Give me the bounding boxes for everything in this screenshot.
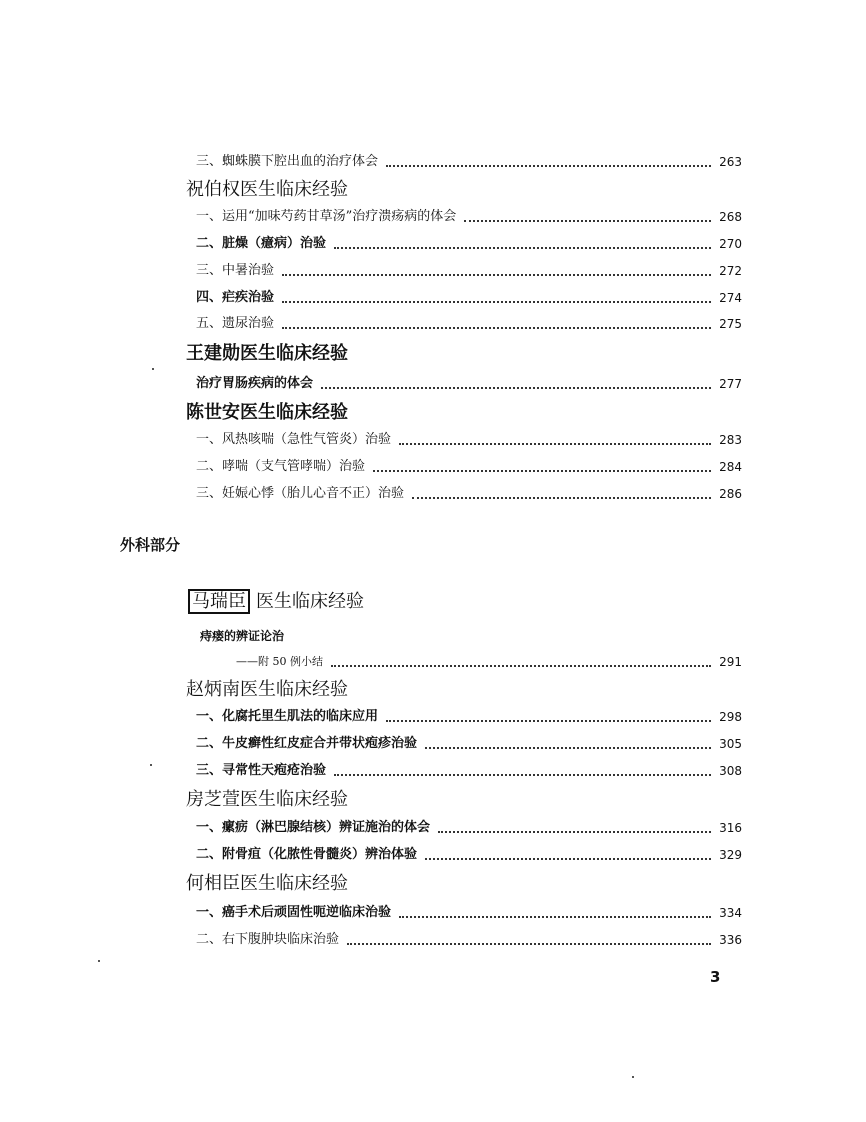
toc-entry-page: 284 (719, 460, 742, 474)
toc-entry-page: 305 (719, 737, 742, 751)
toc-entry-label: 二、牛皮癣性红皮症合并带状疱疹治验 (196, 736, 418, 751)
toc-entry-page: 274 (719, 291, 742, 305)
toc-entry[interactable] (196, 761, 742, 781)
toc-entry-label: 治疗胃肠疾病的体会 (196, 376, 314, 391)
dot-leader (331, 665, 711, 667)
toc-entry-page: 336 (719, 933, 742, 947)
toc-entry[interactable] (196, 261, 742, 281)
dot-leader (321, 387, 711, 389)
dot-leader (412, 497, 711, 499)
toc-entry[interactable] (196, 374, 742, 394)
dot-leader (464, 220, 711, 222)
dot-leader (334, 774, 711, 776)
toc-entry-label: 二、附骨疽（化脓性骨髓炎）辨治体验 (196, 847, 418, 862)
dot-leader (334, 247, 711, 249)
dot-leader (386, 165, 711, 167)
doctor-heading: 赵炳南医生临床经验 (186, 679, 348, 700)
dot-leader (282, 301, 711, 303)
dot-leader (425, 747, 711, 749)
doctor-heading: 祝伯权医生临床经验 (186, 179, 348, 200)
toc-entry-label: 二、右下腹肿块临床治验 (196, 932, 340, 947)
toc-entry[interactable] (196, 818, 742, 838)
toc-entry-label: 二、哮喘（支气管哮喘）治验 (196, 459, 366, 474)
toc-entry-page: 286 (719, 487, 742, 501)
toc-entry-page: 334 (719, 906, 742, 920)
dot-leader (399, 443, 711, 445)
toc-entry[interactable] (196, 484, 742, 504)
toc-entry[interactable] (196, 845, 742, 865)
dot-leader (438, 831, 711, 833)
scan-speck (150, 764, 152, 766)
toc-entry-label: 一、运用“加味芍药甘草汤”治疗溃疡病的体会 (196, 209, 457, 224)
dot-leader (386, 720, 711, 722)
toc-entry[interactable] (196, 152, 742, 172)
toc-entry[interactable] (196, 430, 742, 450)
section-heading: 外科部分 (120, 536, 181, 554)
toc-entry-label: 二、脏燥（癔病）治验 (196, 236, 327, 251)
toc-entry-label: 三、中暑治验 (196, 263, 275, 278)
toc-entry[interactable] (196, 707, 742, 727)
doctor-heading: 何相臣医生临床经验 (186, 873, 348, 894)
toc-entry-label: 三、妊娠心悸（胎儿心音不正）治验 (196, 486, 405, 501)
doctor-heading: 房芝萱医生临床经验 (186, 789, 348, 810)
toc-entry-page: 277 (719, 377, 742, 391)
dot-leader (282, 274, 711, 276)
toc-entry-page: 275 (719, 317, 742, 331)
dot-leader (425, 858, 711, 860)
doctor-heading-suffix: 医生临床经验 (256, 591, 364, 612)
toc-entry-label: 一、瘰疬（淋巴腺结核）辨证施治的体会 (196, 820, 431, 835)
doctor-heading: 陈世安医生临床经验 (186, 402, 348, 423)
toc-entry-page: 308 (719, 764, 742, 778)
toc-entry[interactable] (196, 930, 742, 950)
toc-entry-label: 三、蜘蛛膜下腔出血的治疗体会 (196, 154, 379, 169)
toc-entry[interactable] (196, 903, 742, 923)
toc-entry-label: 一、癌手术后顽固性呃逆临床治验 (196, 905, 392, 920)
toc-entry[interactable] (196, 734, 742, 754)
dot-leader (399, 916, 711, 918)
toc-entry-label: 三、寻常性天疱疮治验 (196, 763, 327, 778)
toc-entry-label: ——附 50 例小结 (236, 655, 323, 668)
toc-entry-page: 272 (719, 264, 742, 278)
toc-entry-page: 283 (719, 433, 742, 447)
toc-entry-page: 270 (719, 237, 742, 251)
toc-subhead: 痔瘘的辨证论治 (200, 629, 285, 643)
doctor-heading (188, 590, 364, 614)
doctor-heading: 王建勋医生临床经验 (186, 343, 348, 364)
toc-entry-page: 291 (719, 655, 742, 669)
scan-speck (98, 960, 100, 962)
toc-entry-label: 一、化腐托里生肌法的临床应用 (196, 709, 379, 724)
toc-entry[interactable] (196, 288, 742, 308)
toc-entry[interactable] (196, 234, 742, 254)
toc-entry-label: 一、风热咳喘（急性气管炎）治验 (196, 432, 392, 447)
scan-speck (152, 368, 154, 370)
toc-entry-label: 四、疟疾治验 (196, 290, 275, 305)
dot-leader (282, 327, 711, 329)
toc-entry[interactable] (196, 314, 742, 334)
toc-entry-page: 268 (719, 210, 742, 224)
toc-entry[interactable] (196, 207, 742, 227)
toc-entry[interactable] (196, 457, 742, 477)
toc-entry[interactable] (236, 652, 742, 672)
scan-speck (632, 1076, 634, 1078)
toc-entry-page: 263 (719, 155, 742, 169)
dot-leader (373, 470, 711, 472)
toc-entry-page: 298 (719, 710, 742, 724)
dot-leader (347, 943, 711, 945)
boxed-name: 马瑞臣 (188, 589, 250, 614)
toc-entry-label: 五、遗尿治验 (196, 316, 275, 331)
page-number: 3 (710, 968, 721, 986)
toc-entry-page: 316 (719, 821, 742, 835)
toc-entry-page: 329 (719, 848, 742, 862)
